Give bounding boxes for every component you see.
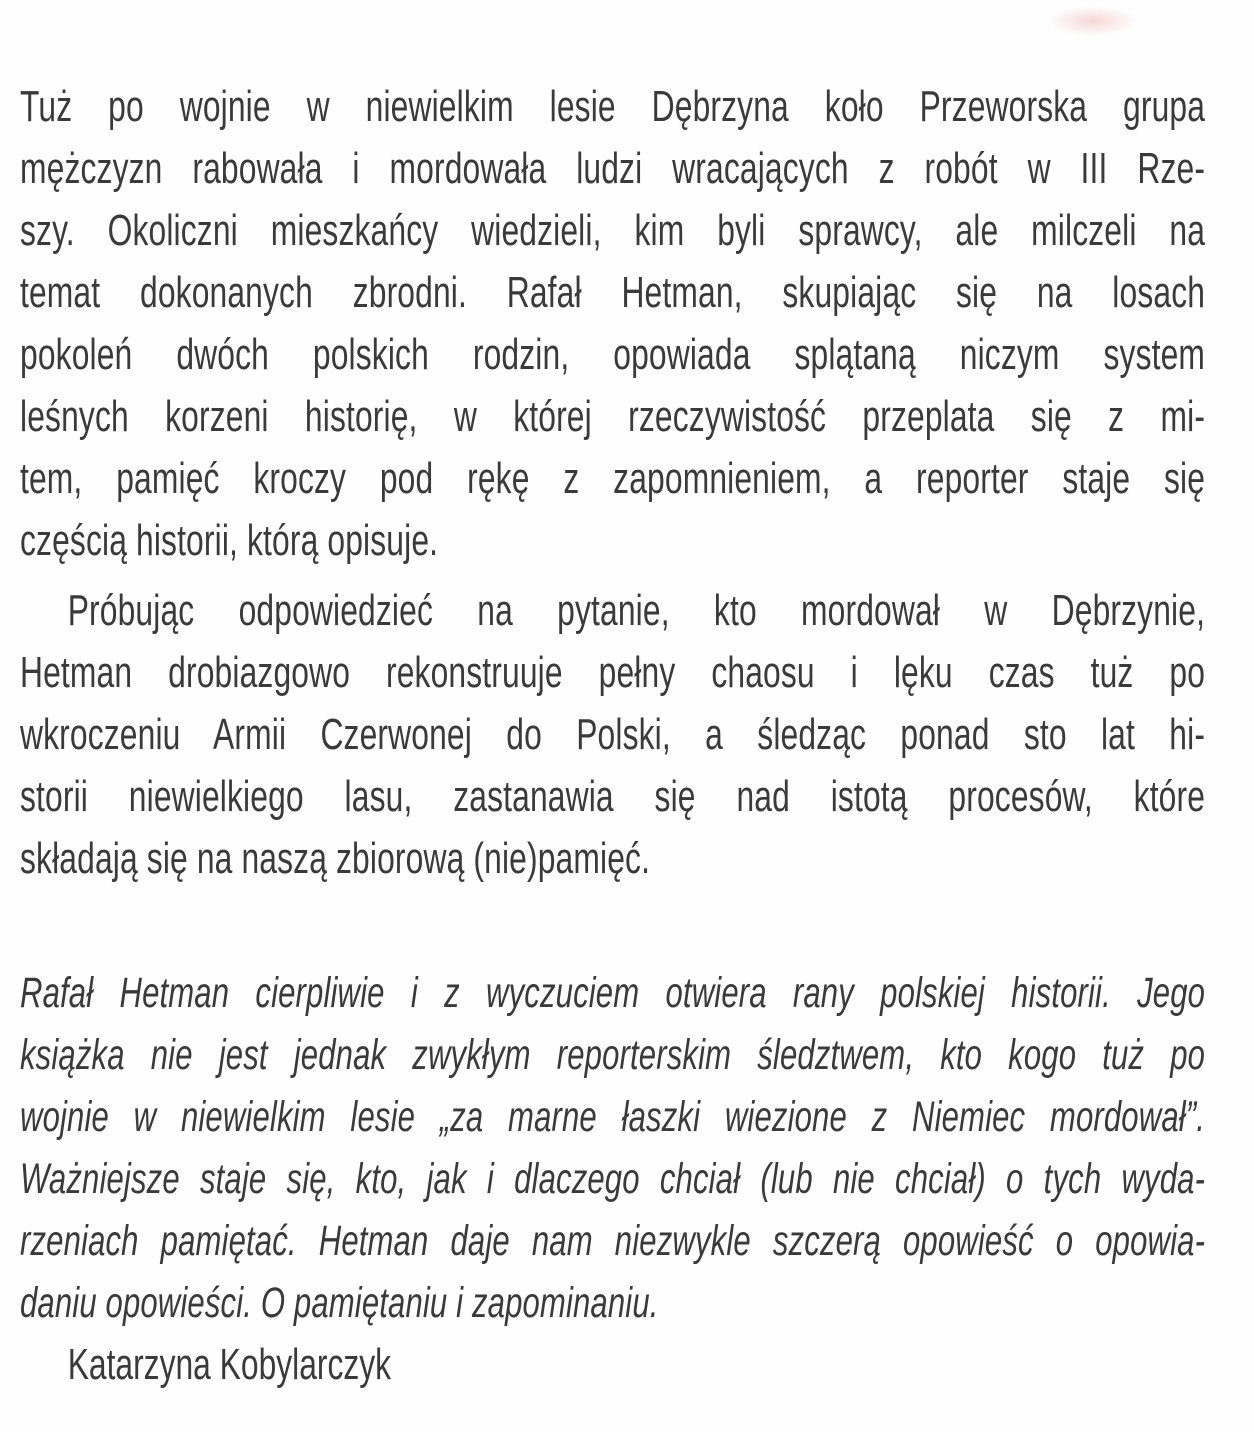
text-line: Hetman drobiazgowo rekonstruuje pełny chaosu i lęku czas tuż po <box>20 648 1206 697</box>
review-author-signature: Katarzyna Kobylarczyk <box>67 1340 392 1389</box>
text-line: składają się na naszą zbiorową (nie)pamięć. <box>20 834 651 883</box>
text-line: pokoleń dwóch polskich rodzin, opowiada splątaną niczym system <box>20 330 1206 379</box>
text-line: temat dokonanych zbrodni. Rafał Hetman, skupiając się na losach <box>20 268 1206 317</box>
text-line: leśnych korzeni historię, w której rzeczywistość przeplata się z mi- <box>20 392 1206 441</box>
paragraph-review-quote <box>20 962 1205 1334</box>
text-line: daniu opowieści. O pamiętaniu i zapominaniu. <box>20 1279 659 1327</box>
text-line: częścią historii, którą opisuje. <box>20 516 439 565</box>
text-line: książka nie jest jednak zwykłym reporterskim śledztwem, kto kogo tuż po <box>20 1031 1206 1079</box>
text-line: Rafał Hetman cierpliwie i z wyczuciem otwiera rany polskiej historii. Jego <box>20 969 1206 1017</box>
paragraph-synopsis-2 <box>20 580 1205 890</box>
paragraph-synopsis-1 <box>20 76 1205 572</box>
text-line: Próbując odpowiedzieć na pytanie, kto mordował w Dębrzynie, <box>67 586 1206 635</box>
blurb-text-column <box>20 76 1205 1396</box>
text-line: szy. Okoliczni mieszkańcy wiedzieli, kim byli sprawcy, ale milczeli na <box>20 206 1206 255</box>
text-line: storii niewielkiego lasu, zastanawia się nad istotą procesów, które <box>20 772 1206 821</box>
scan-smudge-artifact <box>1048 6 1138 36</box>
text-line: rzeniach pamiętać. Hetman daje nam niezwykle szczerą opowieść o opowia- <box>20 1217 1206 1265</box>
text-line: wojnie w niewielkim lesie „za marne łaszki wiezione z Niemiec mordował”. <box>20 1093 1206 1141</box>
text-line: tem, pamięć kroczy pod rękę z zapomnieniem, a reporter staje się <box>20 454 1206 503</box>
text-line: mężczyzn rabowała i mordowała ludzi wracających z robót w III Rze- <box>20 144 1206 193</box>
text-line: wkroczeniu Armii Czerwonej do Polski, a śledząc ponad sto lat hi- <box>20 710 1206 759</box>
text-line: Ważniejsze staje się, kto, jak i dlaczego chciał (lub nie chciał) o tych wyda- <box>20 1155 1206 1203</box>
text-line: Tuż po wojnie w niewielkim lesie Dębrzyna koło Przeworska grupa <box>20 82 1206 131</box>
